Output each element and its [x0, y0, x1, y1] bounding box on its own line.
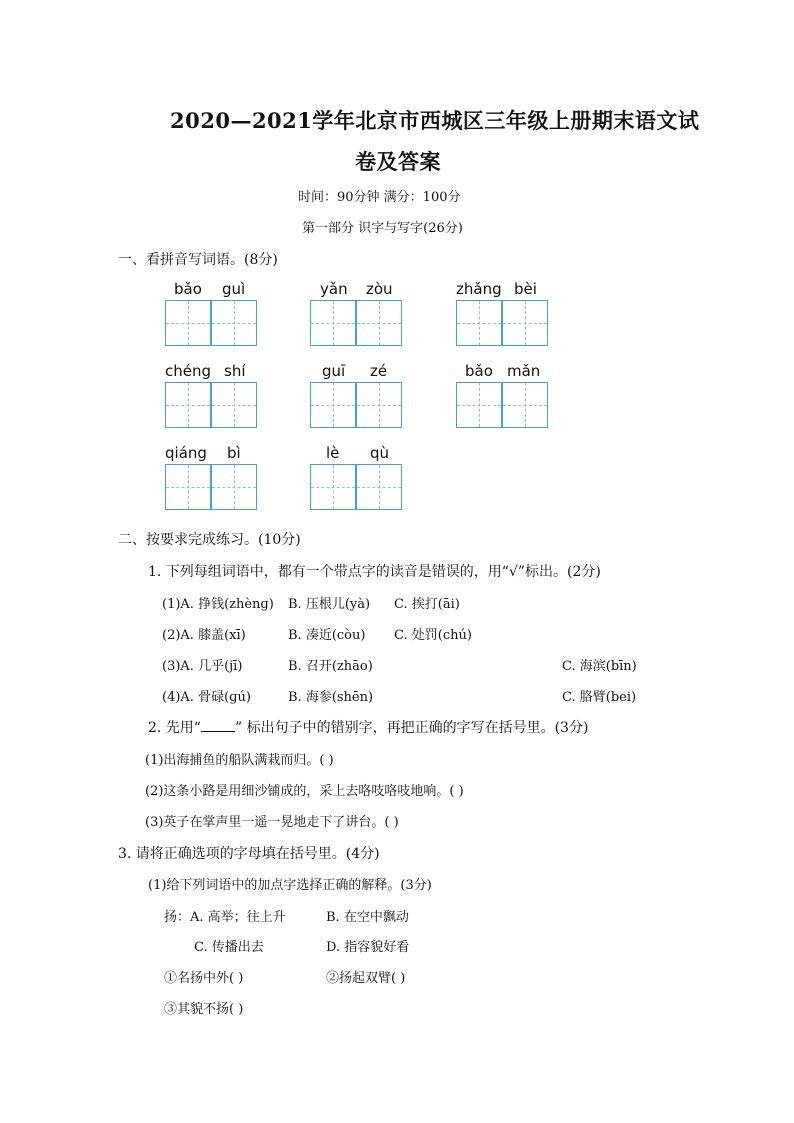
option-c[interactable]: C. 海滨(bīn)	[562, 659, 637, 674]
section2-heading: 二、按要求完成练习。(10分)	[118, 532, 301, 548]
exam-info: 时间：90分钟 满分：100分	[298, 190, 461, 205]
q2-item[interactable]: (2)这条小路是用细沙铺成的，采上去咯吱咯吱地响。( )	[145, 784, 464, 799]
option-c[interactable]: C. 胳臂(bei)	[562, 690, 637, 705]
pinyin: qù	[370, 444, 390, 462]
pinyin: zòu	[366, 280, 393, 298]
writing-box[interactable]	[211, 300, 257, 346]
writing-box[interactable]	[356, 464, 402, 510]
yang-definition-d: D. 指容貌好看	[326, 940, 410, 955]
pinyin: bì	[227, 444, 241, 462]
pinyin: guì	[222, 280, 246, 298]
word-item[interactable]: ③其貌不扬( )	[164, 1002, 244, 1017]
option-b[interactable]: B. 海参(shēn)	[288, 690, 374, 705]
writing-box[interactable]	[310, 300, 356, 346]
section3-heading: 3. 请将正确选项的字母填在括号里。(4分)	[118, 846, 380, 862]
word-item[interactable]: ②扬起双臂( )	[326, 971, 406, 986]
writing-box[interactable]	[356, 300, 402, 346]
writing-box[interactable]	[310, 464, 356, 510]
writing-box[interactable]	[456, 300, 502, 346]
writing-box[interactable]	[502, 382, 548, 428]
pinyin: yǎn	[320, 280, 348, 298]
option-a[interactable]: (1)A. 挣钱(zhènɡ)	[162, 597, 274, 612]
underline-mark-sample	[201, 719, 235, 732]
pinyin: zhǎng	[456, 280, 502, 298]
pinyin: bǎo	[465, 362, 493, 380]
document-title-line1: 2020—2021学年北京市西城区三年级上册期末语文试	[170, 108, 700, 133]
yang-definition-b: B. 在空中飘动	[326, 910, 409, 925]
q2-prompt	[148, 717, 588, 737]
yang-definition-a: 扬：A. 高举；往上升	[164, 910, 286, 925]
section1-heading: 一、看拼音写词语。(8分)	[118, 252, 278, 268]
pinyin: bǎo	[174, 280, 202, 298]
pinyin: shí	[224, 362, 246, 380]
writing-box[interactable]	[165, 300, 211, 346]
option-b[interactable]: B. 召开(zhāo)	[288, 659, 373, 674]
writing-box[interactable]	[502, 300, 548, 346]
writing-box[interactable]	[165, 464, 211, 510]
pinyin: qiáng	[165, 444, 207, 462]
option-c[interactable]: C. 挨打(āi)	[394, 597, 460, 612]
option-b[interactable]: B. 压根儿(yà)	[288, 597, 371, 612]
writing-box[interactable]	[165, 382, 211, 428]
writing-box[interactable]	[211, 382, 257, 428]
writing-box[interactable]	[211, 464, 257, 510]
writing-box[interactable]	[456, 382, 502, 428]
q2-prompt-pre: 2. 先用“	[148, 720, 201, 736]
writing-box[interactable]	[310, 382, 356, 428]
pinyin: lè	[326, 444, 340, 462]
pinyin: mǎn	[507, 362, 541, 380]
document-title-line2: 卷及答案	[355, 149, 441, 174]
option-a[interactable]: (4)A. 骨碌(ɡú)	[162, 690, 251, 705]
option-a[interactable]: (3)A. 几乎(jī)	[162, 659, 243, 674]
pinyin: chéng	[165, 362, 212, 380]
q1-prompt: 1. 下列每组词语中，都有一个带点字的读音是错误的，用“√”标出。(2分)	[148, 564, 601, 580]
part-title: 第一部分 识字与写字(26分)	[302, 221, 463, 236]
yang-definition-c: C. 传播出去	[194, 940, 264, 955]
option-a[interactable]: (2)A. 膝盖(xī)	[162, 628, 246, 643]
q2-prompt-post: ” 标出句子中的错别字，再把正确的字写在括号里。(3分)	[234, 720, 589, 736]
word-item[interactable]: ①名扬中外( )	[164, 971, 244, 986]
pinyin: guī	[322, 362, 346, 380]
option-c[interactable]: C. 处罚(chú)	[394, 628, 472, 643]
q2-item[interactable]: (3)英子在掌声里一遥一晃地走下了讲台。( )	[145, 815, 399, 830]
pinyin: zé	[370, 362, 388, 380]
writing-box[interactable]	[356, 382, 402, 428]
option-b[interactable]: B. 凑近(còu)	[288, 628, 366, 643]
section3-sub1: (1)给下列词语中的加点字选择正确的解释。(3分)	[148, 878, 432, 893]
pinyin: bèi	[514, 280, 537, 298]
q2-item[interactable]: (1)出海捕鱼的船队满栽而归。( )	[145, 753, 334, 768]
